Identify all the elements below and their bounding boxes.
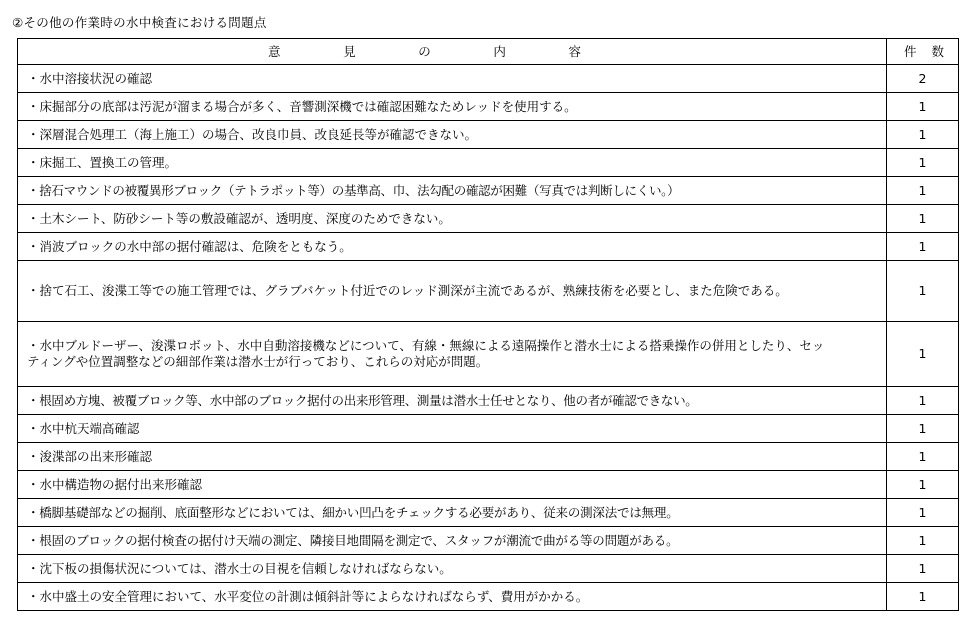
count-cell: 1 bbox=[887, 205, 959, 233]
opinion-cell: ・水中構造物の据付出来形確認 bbox=[18, 471, 887, 499]
opinion-cell: ・浚渫部の出来形確認 bbox=[18, 443, 887, 471]
table-row bbox=[18, 93, 959, 121]
table-row bbox=[18, 121, 959, 149]
opinion-cell: ・根固のブロックの据付検査の据付け天端の測定、隣接目地間隔を測定で、スタッフが潮流で曲がる等の問題がある。 bbox=[18, 527, 887, 555]
opinion-cell: ・橋脚基礎部などの掘削、底面整形などにおいては、細かい凹凸をチェックする必要があり、従来の測深法では無理。 bbox=[18, 499, 887, 527]
table-row bbox=[18, 415, 959, 443]
opinion-cell: ・水中ブルドーザー、浚渫ロボット、水中自動溶接機などについて、有線・無線による遠隔操作と潜水士による搭乗操作の併用としたり、セッティングや位置調整などの細部作業は潜水士が行っており、これらの対応が問題。 bbox=[18, 322, 887, 387]
table-row bbox=[18, 322, 959, 387]
table-row bbox=[18, 261, 959, 322]
opinion-header-char: 容 bbox=[568, 43, 581, 59]
table-row bbox=[18, 555, 959, 583]
count-cell: 1 bbox=[887, 322, 959, 387]
table-row bbox=[18, 149, 959, 177]
opinion-cell: ・沈下板の損傷状況については、潜水士の目視を信頼しなければならない。 bbox=[18, 555, 887, 583]
count-cell: 1 bbox=[887, 415, 959, 443]
opinion-cell: ・床掘工、置換工の管理。 bbox=[18, 149, 887, 177]
problems-table bbox=[17, 38, 959, 611]
opinion-cell: ・深層混合処理工（海上施工）の場合、改良巾員、改良延長等が確認できない。 bbox=[18, 121, 887, 149]
opinion-cell: ・消波ブロックの水中部の据付確認は、危険をともなう。 bbox=[18, 233, 887, 261]
opinion-header-char: 意 bbox=[268, 43, 281, 59]
opinion-column-header bbox=[18, 39, 887, 65]
count-column-header bbox=[887, 39, 959, 65]
opinion-cell: ・捨て石工、浚渫工等での施工管理では、グラブバケット付近でのレッド測深が主流であるが、熟練技術を必要とし、また危険である。 bbox=[18, 261, 887, 322]
opinion-cell: ・水中溶接状況の確認 bbox=[18, 65, 887, 93]
opinion-header-char: 内 bbox=[493, 43, 506, 59]
opinion-cell: ・床掘部分の底部は汚泥が溜まる場合が多く、音響測深機では確認困難なためレッドを使用する。 bbox=[18, 93, 887, 121]
opinion-cell: ・捨石マウンドの被覆異形ブロック（テトラポット等）の基準高、巾、法勾配の確認が困難（写真では判断しにくい。） bbox=[18, 177, 887, 205]
count-cell: 1 bbox=[887, 443, 959, 471]
section-heading: ②その他の作業時の水中検査における問題点 bbox=[12, 15, 267, 30]
count-header-char: 件 bbox=[904, 43, 917, 59]
count-cell: 1 bbox=[887, 499, 959, 527]
table-row bbox=[18, 387, 959, 415]
count-cell: 1 bbox=[887, 93, 959, 121]
count-cell: 1 bbox=[887, 555, 959, 583]
opinion-cell: ・土木シート、防砂シート等の敷設確認が、透明度、深度のためできない。 bbox=[18, 205, 887, 233]
table-row bbox=[18, 583, 959, 611]
opinion-cell: ・水中盛土の安全管理において、水平変位の計測は傾斜計等によらなければならず、費用がかかる。 bbox=[18, 583, 887, 611]
opinion-cell: ・水中杭天端高確認 bbox=[18, 415, 887, 443]
table-header-row bbox=[18, 39, 959, 65]
table-row bbox=[18, 527, 959, 555]
count-cell: 1 bbox=[887, 471, 959, 499]
count-cell: 1 bbox=[887, 233, 959, 261]
table-row bbox=[18, 471, 959, 499]
table-row bbox=[18, 65, 959, 93]
opinion-header-char: の bbox=[418, 43, 431, 59]
count-cell: 1 bbox=[887, 583, 959, 611]
count-cell: 1 bbox=[887, 527, 959, 555]
table-row bbox=[18, 233, 959, 261]
table-row bbox=[18, 499, 959, 527]
count-header-char: 数 bbox=[931, 43, 944, 59]
count-cell: 1 bbox=[887, 387, 959, 415]
count-cell: 1 bbox=[887, 121, 959, 149]
opinion-cell: ・根固め方塊、被覆ブロック等、水中部のブロック据付の出来形管理、測量は潜水士任せとなり、他の者が確認できない。 bbox=[18, 387, 887, 415]
count-cell: 2 bbox=[887, 65, 959, 93]
table-row bbox=[18, 205, 959, 233]
table-row bbox=[18, 443, 959, 471]
count-cell: 1 bbox=[887, 177, 959, 205]
opinion-header-char: 見 bbox=[343, 43, 356, 59]
table-row bbox=[18, 177, 959, 205]
count-cell: 1 bbox=[887, 261, 959, 322]
count-cell: 1 bbox=[887, 149, 959, 177]
